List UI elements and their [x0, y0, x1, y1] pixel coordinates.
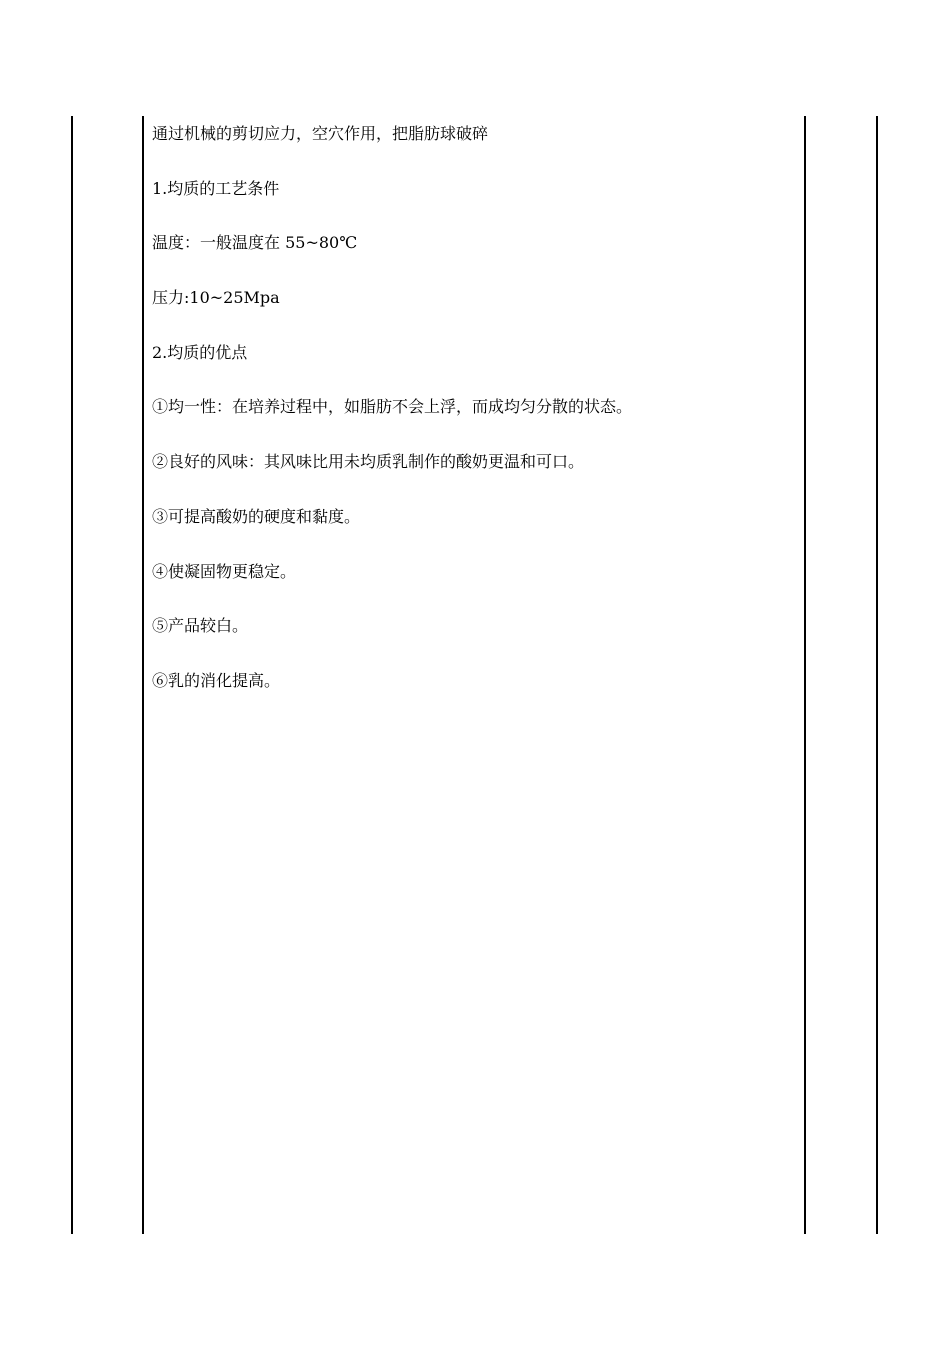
- text-line-pressure: 压力:10~25Mpa: [152, 288, 280, 308]
- list-item-digestion: ⑥乳的消化提高。: [152, 670, 281, 690]
- table-border-right-inner: [804, 116, 806, 1234]
- heading-advantages: 2.均质的优点: [152, 342, 248, 362]
- list-item-whiteness: ⑤产品较白。: [152, 616, 249, 636]
- table-border-left-inner: [142, 116, 144, 1234]
- table-border-left-outer: [71, 116, 73, 1234]
- text-line-temperature: 温度：一般温度在 55~80℃: [152, 233, 358, 253]
- list-item-hardness-viscosity: ③可提高酸奶的硬度和黏度。: [152, 506, 361, 526]
- table-content-cell: [152, 120, 792, 722]
- heading-process-conditions: 1.均质的工艺条件: [152, 178, 280, 198]
- table-border-right-outer: [876, 116, 878, 1234]
- list-item-stability: ④使凝固物更稳定。: [152, 561, 297, 581]
- list-item-flavor: ②良好的风味：其风味比用未均质乳制作的酸奶更温和可口。: [152, 452, 585, 472]
- text-line-intro: 通过机械的剪切应力，空穴作用，把脂肪球破碎: [152, 124, 489, 143]
- list-item-uniformity: ①均一性：在培养过程中，如脂肪不会上浮，而成均匀分散的状态。: [152, 397, 633, 417]
